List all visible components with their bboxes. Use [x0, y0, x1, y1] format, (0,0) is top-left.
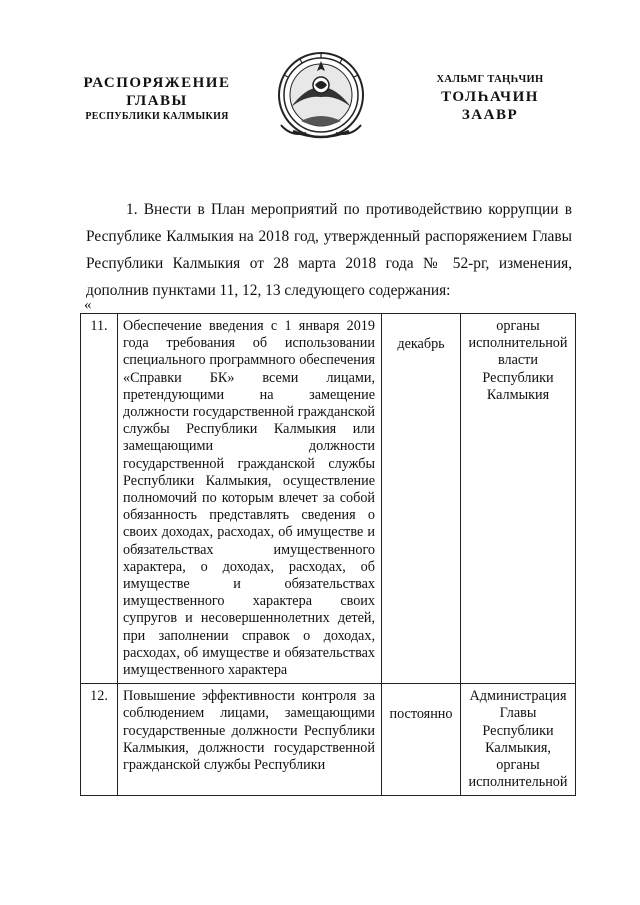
header-right-line3: ЗААВР [461, 107, 519, 123]
row-measure-text: Обеспечение введения с 1 января 2019 года требования об использовании специального программного обеспечения «Справки БК» всеми лицами, претендующими на замещение должности государственной гражданской службы Республики Калмыкия или замещающими должности государственной гражданской службы Республики Калмыкия, осуществление полномочий по которым влечет за собой обязанность представлять сведения о своих доходах, расходах, об имуществе и обязательствах имущественного характера, о доходах, расходах, об имуществе и обязательствах имущественного характера своих супругов и несовершеннолетних детей, при заполнении справок о доходах, расходах, об имуществе и обязательствах имущественного характера [118, 314, 382, 684]
header-left-region: РЕСПУБЛИКИ КАЛМЫКИЯ [85, 111, 229, 122]
table-row [81, 684, 576, 796]
row-responsible: органы исполнительной власти Республики Калмыкия [461, 314, 576, 684]
open-quote: « [84, 297, 92, 313]
row-responsible: Администрация Главы Республики Калмыкия, органы исполнительной [461, 684, 576, 796]
table-row [81, 314, 576, 684]
header-right [395, 72, 585, 124]
header-left-title: РАСПОРЯЖЕНИЕ [83, 75, 231, 91]
row-term: постоянно [382, 684, 461, 796]
header-left [62, 74, 252, 124]
row-number: 11. [81, 314, 118, 684]
measures-table [80, 313, 576, 796]
header-left-subtitle: ГЛАВЫ [126, 93, 188, 109]
coat-of-arms-icon [271, 47, 371, 147]
body-paragraph [86, 196, 572, 304]
row-measure-text: Повышение эффективности контроля за соблюдением лицами, замещающими государственные должности Республики Калмыкия, должности государственной гражданской службы Республики [118, 684, 382, 796]
row-number: 12. [81, 684, 118, 796]
row-term: декабрь [382, 314, 461, 684]
header-right-line2: ТОЛҺАЧИН [441, 89, 539, 105]
body-paragraph-text: 1. Внести в План мероприятий по противодействию коррупции в Республике Калмыкия на 2018 год, утвержденный распоряжением Главы Республики Калмыкия от 28 марта 2018 года № 52-рг, изменения, дополнив пунктами 11, 12, 13 следующего содержания: [86, 201, 572, 299]
header-right-line1: ХАЛЬМГ ТАҢҺЧИН [436, 74, 544, 85]
